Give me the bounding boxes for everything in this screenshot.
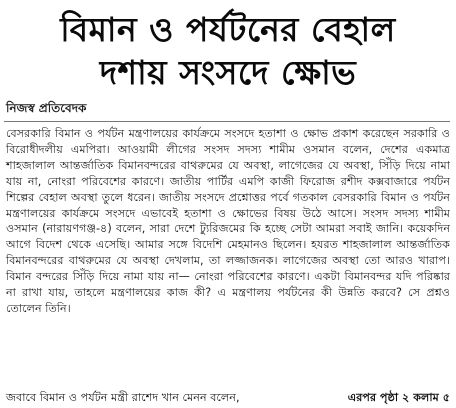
article-body: [6, 126, 450, 317]
headline-line-2: দশায় সংসদে ক্ষোভ: [99, 53, 357, 92]
continuation-row: [6, 390, 450, 406]
article-paragraph: বেসরকারি বিমান ও পর্যটন মন্ত্রণালয়ের কার্যক্রমে সংসদে হতাশা ও ক্ষোভ প্রকাশ করেছেন সরকারি ও বিরোধীদলীয় এমপিরা। আওয়ামী লীগের সংসদ সদস্য শামীম ওসমান বলেন, দেশের একমাত্র শাহজালাল আন্তর্জাতিক বিমানবন্দরের বাথরুমের যে অবস্থা, লাগেজের যে অবস্থা, সিঁড়ি দিয়ে নামা যায় না, নোংরা পরিবেশের কারণে। জাতীয় পার্টির এমপি কাজী ফিরোজ রশীদ কক্সবাজারে পর্যটন শিল্পের বেহাল অবস্থা তুলে ধরেন। জাতীয় সংসদে প্রশ্নোত্তর পর্বে গতকাল বেসরকারি বিমান ও পর্যটন মন্ত্রণালয়ের কার্যক্রমে সংসদে এভাবেই হতাশা ও ক্ষোভের বিষয় উঠে আসে। সংসদ সদস্য শামীম ওসমান (নারায়ণগঞ্জ-৪) বলেন, সারা দেশে ট্যুরিজমের কি হচ্ছে সেটা আমরা সবাই জানি। কয়েকদিন আগে বিদেশ থেকে এসেছি। আমার সঙ্গে বিদেশি মেহমানও ছিলেন। হযরত শাহজালাল আন্তর্জাতিক বিমানবন্দরের বাথরুমের যে অবস্থা দেখলাম, তা লজ্জাজনক। লাগেজের অবস্থা তো আরও খারাপ। বিমান বন্দরের সিঁড়ি দিয়ে নামা যায় না— নোংরা পরিবেশের কারণে। একটা বিমানবন্দর যদি পরিষ্কার না রাখা যায়, তাহলে মন্ত্রণালয়ের কাজ কী? এ মন্ত্রণালয় পর্যটনের কী উন্নতি করবে? সে প্রশ্নও তোলেন তিনি।: [6, 127, 450, 315]
closing-line: জবাবে বিমান ও পর্যটন মন্ত্রী রাশেদ খান মেনন বলেন,: [6, 391, 240, 404]
headline-line-1: বিমান ও পর্যটনের বেহাল: [60, 10, 396, 49]
byline: নিজস্ব প্রতিবেদক: [6, 101, 87, 115]
jump-reference: এরপর পৃষ্ঠা ২ কলাম ৫: [347, 391, 450, 404]
divider: [4, 121, 450, 122]
